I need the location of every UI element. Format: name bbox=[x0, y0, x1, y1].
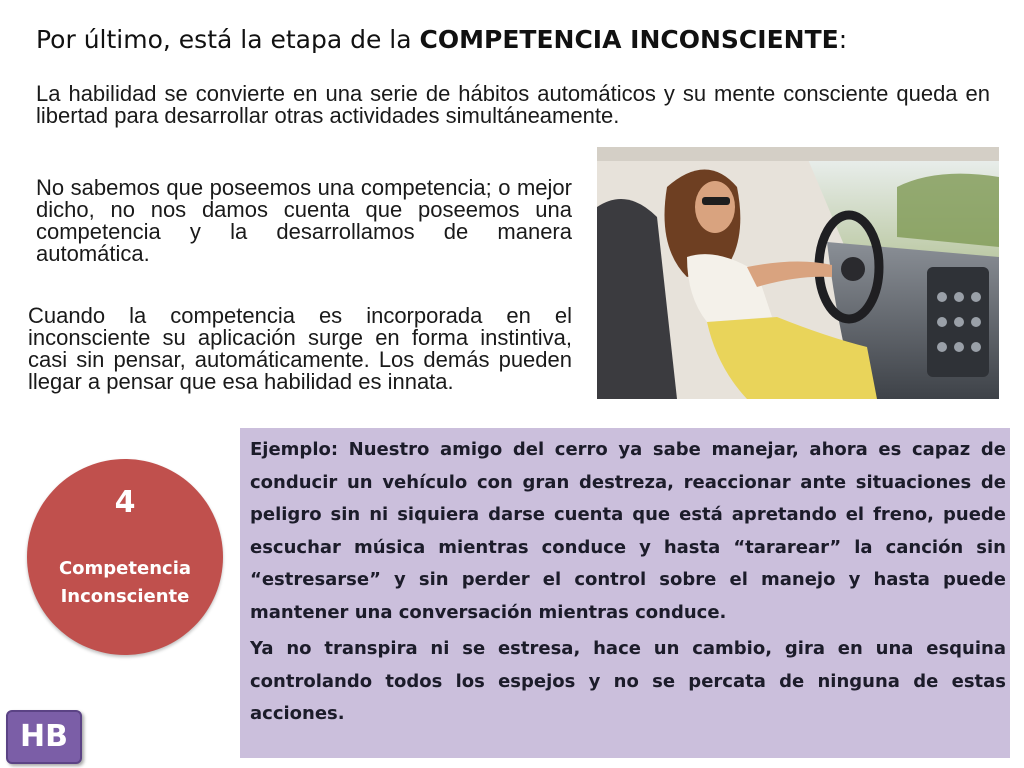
example-box bbox=[240, 428, 1010, 758]
driving-photo-illustration bbox=[597, 147, 999, 399]
paragraph-habits: La habilidad se convierte en una serie de hábitos automáticos y su mente consciente queda en libertad para desarrollar otras actividades simultáneamente. bbox=[36, 81, 990, 128]
slide-title bbox=[36, 20, 996, 60]
paragraph-instinctive: Cuando la competencia es incorporada en el inconsciente su aplicación surge en forma instintiva, casi sin pensar, automáticamente. Los demás pueden llegar a pensar que esa habilidad es innata. bbox=[28, 303, 572, 394]
example-paragraph-1: Ejemplo: Nuestro amigo del cerro ya sabe manejar, ahora es capaz de conducir un vehículo con gran destreza, reaccionar ante situaciones de peligro sin ni siquiera darse cuenta que está apretando el freno, puede escuchar música mientras conduce y hasta “tararear” la canción sin “estresarse” y sin perder el control sobre el manejo y hasta puede mantener una conversación mientras conduce. bbox=[250, 439, 1006, 623]
title-emphasis: COMPETENCIA INCONSCIENTE bbox=[419, 25, 839, 54]
title-suffix: : bbox=[838, 25, 848, 54]
paragraph-unaware: No sabemos que poseemos una competencia; o mejor dicho, no nos damos cuenta que poseemos una competencia y la desarrollamos de manera automática. bbox=[36, 175, 572, 266]
woman-driving-car-photo bbox=[597, 147, 999, 399]
stage-circle bbox=[27, 459, 223, 655]
stage-label: Competencia Inconsciente bbox=[58, 558, 192, 607]
title-prefix: Por último, está la etapa de la bbox=[36, 25, 420, 54]
example-paragraph-2: Ya no transpira ni se estresa, hace un cambio, gira en una esquina controlando todos los espejos y no se percata de ninguna de estas acciones. bbox=[250, 638, 1006, 724]
stage-number: 4 bbox=[114, 485, 136, 520]
hb-logo-badge: HB bbox=[6, 710, 82, 764]
